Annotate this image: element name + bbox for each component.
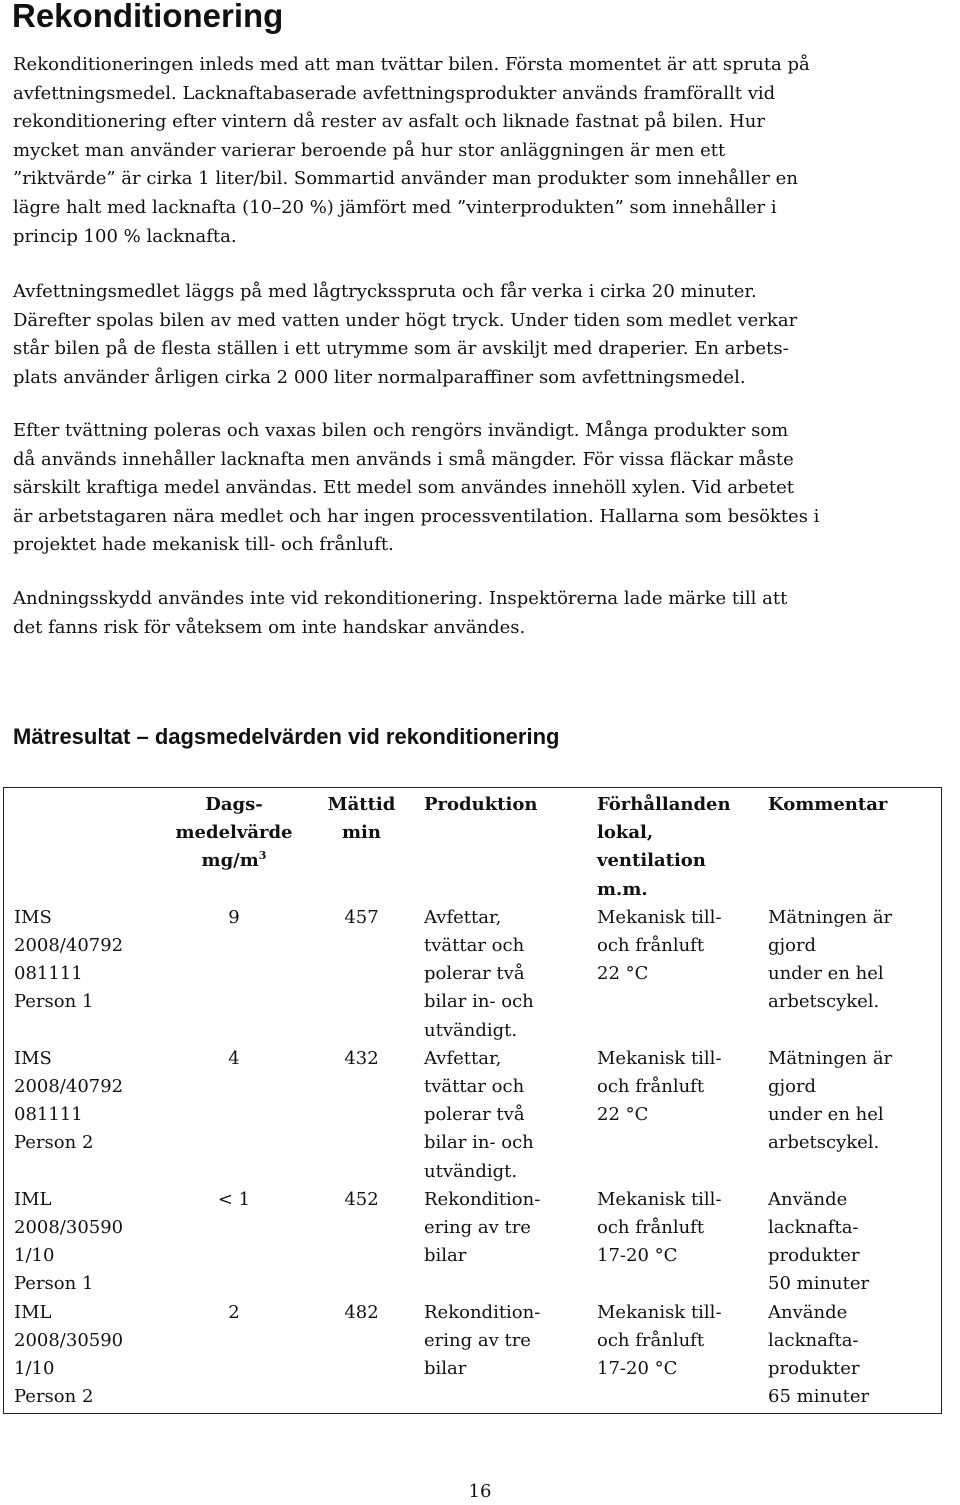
- cell-production: Rekondition- ering av tre bilar: [424, 1301, 541, 1380]
- header-comment: Kommentar: [768, 794, 888, 815]
- cell-time: 482: [344, 1301, 379, 1323]
- cell-production: Rekondition- ering av tre bilar: [424, 1188, 541, 1267]
- cell-comment: Använde lacknafta- produkter 65 minuter: [768, 1301, 870, 1408]
- cell-id: IMS 2008/40792 081111 Person 2: [14, 1047, 124, 1154]
- cell-comment: Mätningen är gjord under en hel arbetscykel.: [768, 1047, 893, 1154]
- page-number: 16: [468, 1481, 492, 1502]
- paragraph-intro: Rekonditioneringen inleds med att man tvättar bilen. Första momentet är att spruta på avfettningsmedel. Lacknaftabaserade avfettningsprodukter används framförallt vid rekonditionering efter vintern då rester av asfalt och liknade fastnat på bilen. Hur mycket man använder varierar beroende på hur stor anläggningen är men ett ”riktvärde” är cirka 1 liter/bil. Sommartid använder man produkter som innehåller en lägre halt med lacknafta (10–20 %) jämfört med ”vinterprodukten” som innehåller i princip 100 % lacknafta.: [13, 54, 810, 247]
- cell-id: IML 2008/30590 1/10 Person 1: [14, 1188, 124, 1295]
- cell-id: IML 2008/30590 1/10 Person 2: [14, 1301, 124, 1408]
- header-conditions: Förhållanden lokal, ventilation m.m.: [597, 794, 731, 900]
- cell-comment: Mätningen är gjord under en hel arbetscykel.: [768, 906, 893, 1013]
- cell-conditions: Mekanisk till- och frånluft 22 °C: [597, 1047, 722, 1126]
- cell-conditions: Mekanisk till- och frånluft 22 °C: [597, 906, 722, 985]
- cell-conditions: Mekanisk till- och frånluft 17-20 °C: [597, 1301, 722, 1380]
- cell-id: IMS 2008/40792 081111 Person 1: [14, 906, 124, 1013]
- cell-production: Avfettar, tvättar och polerar två bilar in- och utvändigt.: [424, 1047, 534, 1182]
- paragraph-polishing: Efter tvättning poleras och vaxas bilen och rengörs invändigt. Många produkter som då används innehåller lacknafta men används i små mängder. För vissa fläckar måste särskilt kraftiga medel användas. Ett medel som användes innehöll xylen. Vid arbetet är arbetstagaren nära medlet och har ingen processventilation. Hallarna som besöktes i projektet hade mekanisk till- och frånluft.: [13, 420, 820, 556]
- paragraph-protection: Andningsskydd användes inte vid rekonditionering. Inspektörerna lade märke till att det fanns risk för våteksem om inte handskar användes.: [13, 588, 788, 638]
- cell-production: Avfettar, tvättar och polerar två bilar in- och utvändigt.: [424, 906, 534, 1041]
- table-row: [4, 1045, 942, 1186]
- cell-time: 452: [344, 1188, 379, 1210]
- table-row: [4, 1299, 942, 1414]
- table-header-row: [4, 788, 942, 904]
- header-daily-average: [159, 788, 309, 904]
- cell-time: 457: [344, 906, 379, 928]
- table-row: [4, 1186, 942, 1299]
- cell-value: 2: [228, 1301, 240, 1323]
- cell-value: 4: [228, 1047, 240, 1069]
- cell-conditions: Mekanisk till- och frånluft 17-20 °C: [597, 1188, 722, 1267]
- cell-time: 432: [344, 1047, 379, 1069]
- table-row: [4, 904, 942, 1045]
- header-duration: Mättid min: [327, 794, 396, 844]
- header-daily-average-text: Dags- medelvärde mg/m: [175, 794, 293, 872]
- header-unit-superscript: 3: [258, 849, 267, 863]
- cell-value: < 1: [217, 1188, 251, 1210]
- page-title: Rekonditionering: [12, 0, 284, 34]
- cell-value: 9: [228, 906, 240, 928]
- table-title: Mätresultat – dagsmedelvärden vid rekonditionering: [13, 724, 560, 749]
- cell-comment: Använde lacknafta- produkter 50 minuter: [768, 1188, 870, 1295]
- measurement-table: [3, 787, 942, 1414]
- paragraph-application: Avfettningsmedlet läggs på med lågtrycksspruta och får verka i cirka 20 minuter. Därefter spolas bilen av med vatten under högt tryck. Under tiden som medlet verkar står bilen på de flesta ställen i ett utrymme som är avskiljt med draperier. En arbets- plats använder årligen cirka 2 000 liter normalparaffiner som avfettningsmedel.: [13, 281, 798, 388]
- header-id: [4, 788, 160, 904]
- header-production: Produktion: [424, 794, 538, 815]
